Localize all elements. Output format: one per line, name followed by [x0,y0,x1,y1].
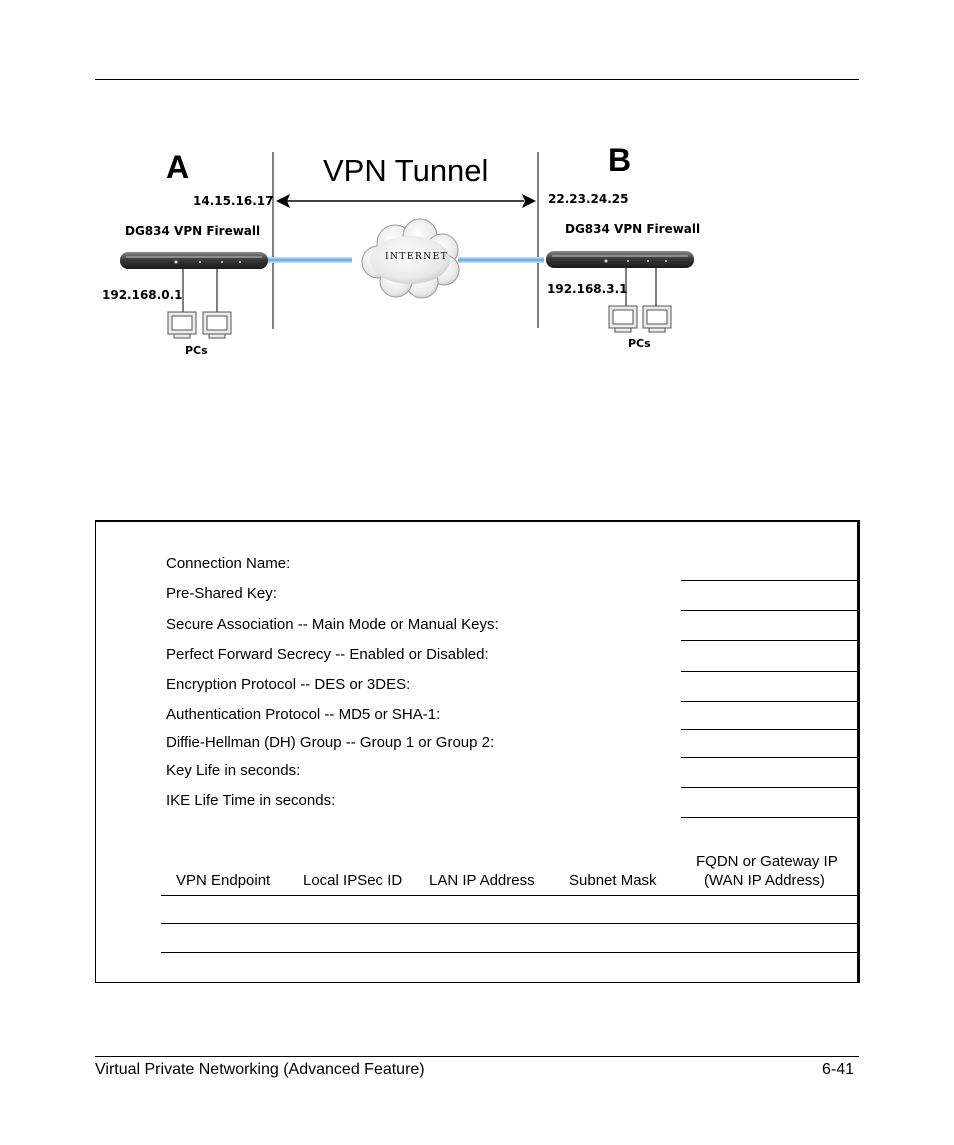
col-lan-ip-address: LAN IP Address [429,872,535,889]
site-b-letter: B [608,142,632,178]
site-a-router-icon [120,252,268,269]
key-life-label: Key Life in seconds: [166,762,301,779]
encryption-protocol-label: Encryption Protocol -- DES or 3DES: [166,676,411,693]
site-a-pcs-label: PCs [185,344,208,357]
key-life-field[interactable] [681,787,857,788]
site-b-wan-ip: 22.23.24.25 [548,192,629,206]
pfs-field[interactable] [681,671,857,672]
pre-shared-key-label: Pre-Shared Key: [166,585,277,602]
site-b-device-label: DG834 VPN Firewall [565,222,701,236]
dh-group-label: Diffie-Hellman (DH) Group -- Group 1 or Group 2: [166,734,495,751]
diagram-graphics [0,0,954,400]
authentication-protocol-label: Authentication Protocol -- MD5 or SHA-1: [166,706,441,723]
site-b-pc-icon [609,306,637,332]
ike-life-time-field[interactable] [681,817,857,818]
site-b-router-icon [546,251,694,268]
secure-association-label: Secure Association -- Main Mode or Manual Keys: [166,616,499,633]
authentication-protocol-field[interactable] [681,729,857,730]
footer-chapter-title: Virtual Private Networking (Advanced Feature) [95,1061,425,1078]
site-a-lan-ip: 192.168.0.1 [102,288,183,302]
site-a-letter: A [166,149,190,185]
encryption-protocol-field[interactable] [681,701,857,702]
pfs-label: Perfect Forward Secrecy -- Enabled or Disabled: [166,646,489,663]
col-gateway-ip-line2: (WAN IP Address) [704,872,825,889]
col-local-ipsec-id: Local IPSec ID [303,872,403,889]
secure-association-field[interactable] [681,640,857,641]
col-vpn-endpoint: VPN Endpoint [176,872,271,889]
table-row[interactable] [161,952,858,953]
site-b-link [458,257,544,263]
site-a-wan-ip: 14.15.16.17 [193,194,274,208]
dh-group-field[interactable] [681,757,857,758]
col-gateway-ip-line1: FQDN or Gateway IP [696,853,838,870]
col-subnet-mask: Subnet Mask [569,872,657,889]
site-a-link [268,257,352,263]
site-a-device-label: DG834 VPN Firewall [125,224,261,238]
site-b-pcs-label: PCs [628,337,651,350]
table-row[interactable] [161,923,858,924]
footer-rule [95,1056,859,1057]
tunnel-arrow [276,194,536,208]
site-b-lan-ip: 192.168.3.1 [547,282,628,296]
footer-page-number: 6-41 [822,1061,855,1078]
ike-life-time-label: IKE Life Time in seconds: [166,792,336,809]
connection-name-field[interactable] [681,580,857,581]
tunnel-title: VPN Tunnel [323,153,489,188]
site-a-pc-icon [203,312,231,338]
site-a-pc-icon [168,312,196,338]
site-b-pc-icon [643,306,671,332]
pre-shared-key-field[interactable] [681,610,857,611]
internet-cloud-label: INTERNET [385,252,449,262]
table-row[interactable] [161,895,858,896]
connection-name-label: Connection Name: [166,555,291,572]
